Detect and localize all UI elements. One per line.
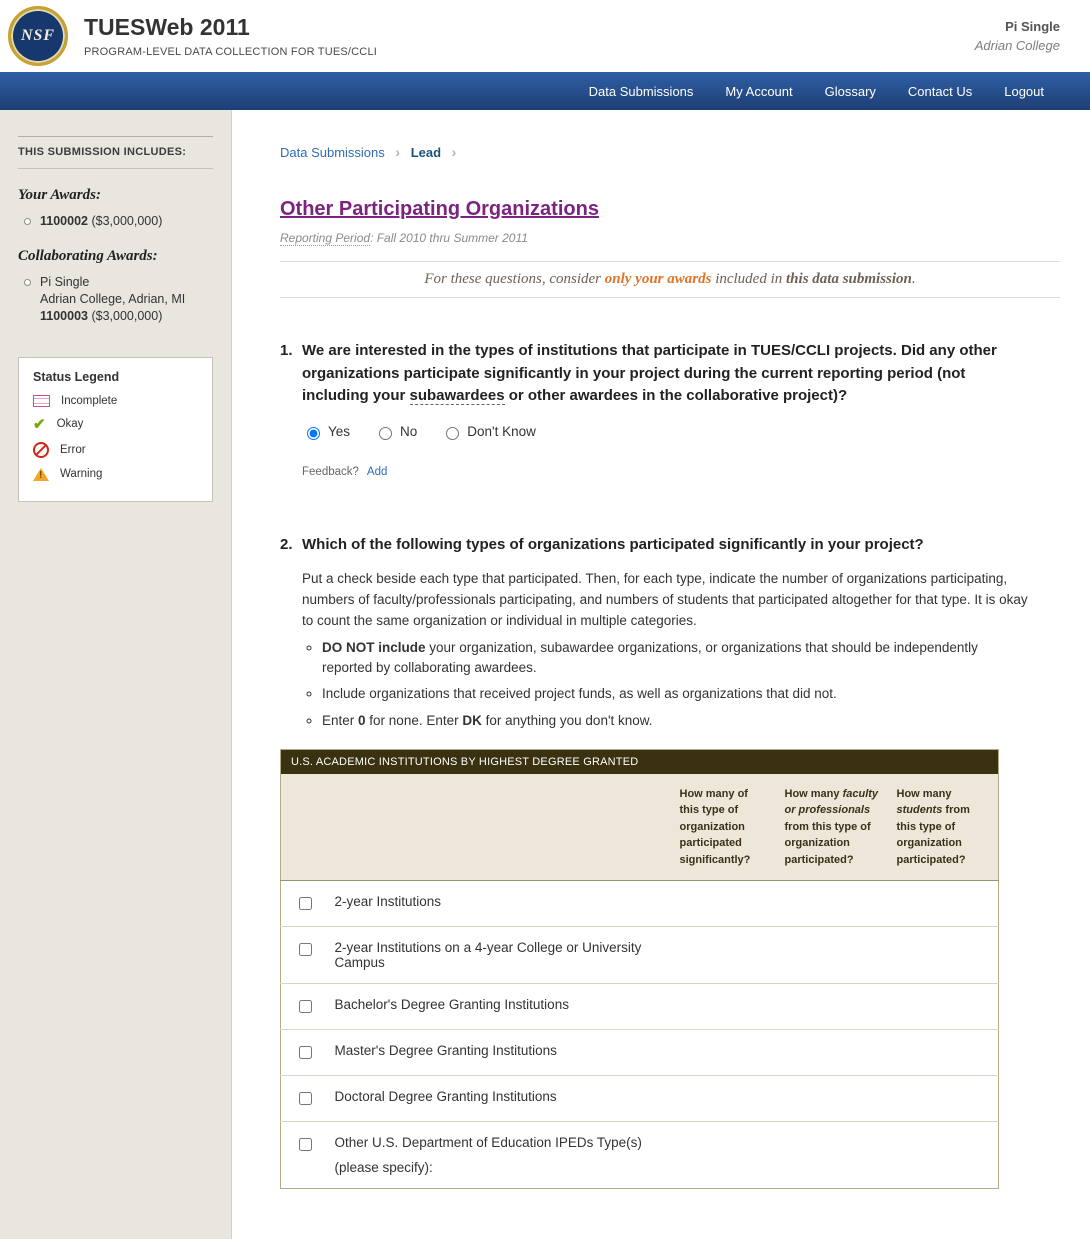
- row-faculty-count-cell: [777, 1030, 889, 1076]
- col-header-text: How many: [784, 787, 843, 800]
- legend-item-warning: [33, 468, 198, 481]
- breadcrumb-lead[interactable]: Lead: [410, 145, 442, 160]
- row-student-count-cell: [889, 1076, 999, 1122]
- legend-label: Incomplete: [61, 394, 118, 407]
- col-header-text: from this type of organization participated?: [896, 804, 970, 866]
- nav-item-contact-us[interactable]: Contact Us: [907, 83, 973, 99]
- legend-item-error: [33, 442, 198, 458]
- breadcrumb-data-submissions[interactable]: Data Submissions: [280, 145, 385, 160]
- radio-dont-know-label[interactable]: Don't Know: [467, 424, 536, 439]
- row-org-count-cell: [672, 927, 777, 984]
- status-legend-title: Status Legend: [33, 369, 120, 384]
- bullet-icon: [24, 218, 31, 225]
- radio-yes-label[interactable]: Yes: [328, 424, 351, 439]
- col-header-italic: faculty or professionals: [784, 787, 879, 817]
- checkbox-doctoral[interactable]: [299, 1092, 312, 1105]
- app-header: [0, 0, 1090, 72]
- legend-item-okay: [33, 417, 198, 432]
- row-label-sub: (please specify):: [334, 1160, 433, 1176]
- radio-yes[interactable]: [307, 427, 320, 440]
- question-2-number: 2.: [280, 535, 293, 553]
- sidebar: [0, 110, 232, 1239]
- warning-icon: [33, 468, 49, 481]
- legend-label: Okay: [56, 418, 84, 430]
- collaborating-awards-heading: Collaborating Awards:: [18, 247, 158, 264]
- user-name: Pi Single: [1005, 19, 1060, 34]
- row-label: [327, 1122, 672, 1189]
- subawardees-glossary-link[interactable]: subawardees: [409, 387, 505, 404]
- collab-institution: Adrian College, Adrian, MI: [40, 291, 186, 306]
- checkbox-2-year[interactable]: [299, 897, 312, 910]
- nav-item-logout[interactable]: Logout: [1004, 83, 1044, 99]
- radio-no[interactable]: [379, 427, 392, 440]
- collaborating-awards-list: [18, 274, 213, 325]
- reporting-period-value: : Fall 2010 thru Summer 2011: [370, 231, 528, 245]
- award-text: [40, 213, 162, 230]
- row-label: 2-year Institutions on a 4-year College or University Campus: [327, 927, 672, 984]
- reporting-period: [280, 231, 1060, 245]
- row-faculty-count-cell: [777, 984, 889, 1030]
- your-awards-heading: Your Awards:: [18, 187, 101, 203]
- legend-label: Warning: [60, 468, 103, 480]
- nsf-logo-icon: NSF: [8, 6, 68, 66]
- collab-award-number: 1100003: [40, 308, 88, 323]
- row-label: Master's Degree Granting Institutions: [327, 1030, 672, 1076]
- row-checkbox-cell: [281, 1122, 327, 1189]
- feedback-row: [302, 466, 1060, 478]
- reporting-period-glossary-term[interactable]: Reporting Period: [280, 231, 371, 245]
- banner-text: For these questions, consider: [424, 271, 605, 287]
- submission-includes-heading: THIS SUBMISSION INCLUDES:: [18, 136, 213, 169]
- bullet-icon: [24, 279, 31, 286]
- award-number: 1100002: [40, 214, 88, 228]
- checkbox-masters[interactable]: [299, 1046, 312, 1059]
- nav-item-glossary[interactable]: Glossary: [824, 83, 876, 99]
- bullet-include-orgs: ◦ Include organizations that received project funds, as well as organizations that did not.: [322, 684, 992, 704]
- user-info: [975, 19, 1060, 53]
- row-faculty-count-cell: [777, 1122, 889, 1189]
- question-1-text: [302, 340, 1018, 408]
- bullet-strong: DK: [462, 712, 482, 728]
- award-item: [24, 213, 213, 230]
- row-checkbox-cell: [281, 1076, 327, 1122]
- question-2-instructions: Put a check beside each type that participated. Then, for each type, indicate the number of organizations participating, numbers of faculty/professionals participating, and numbers of students that participated altogether for that type. It is okay to count the same organization or individual in multiple categories.: [302, 571, 1028, 628]
- bullet-enter-values: [322, 711, 992, 731]
- instruction-banner: [280, 261, 1060, 298]
- question-2-text: Which of the following types of organizations participated significantly in your project?: [302, 535, 924, 553]
- radio-no-label[interactable]: No: [400, 424, 418, 439]
- question-1-part2: or other awardees in the collaborative project)?: [504, 387, 848, 404]
- row-faculty-count-cell: [777, 1076, 889, 1122]
- banner-emphasis: only your awards: [604, 271, 712, 287]
- table-row: [281, 984, 999, 1030]
- collab-award-amount: ($3,000,000): [91, 308, 163, 323]
- col-header-organizations: How many of this type of organization participated significantly?: [672, 774, 777, 881]
- bullet-text: for anything you don't know.: [481, 712, 653, 728]
- table-row: [281, 1122, 999, 1189]
- bullet-text: for none. Enter: [365, 712, 463, 728]
- col-header-text: from this type of organization participated?: [784, 820, 871, 866]
- bullet-text: Enter: [322, 712, 359, 728]
- table-row: [281, 1030, 999, 1076]
- label-column-header: [327, 774, 672, 881]
- row-faculty-count-cell: [777, 927, 889, 984]
- row-student-count-cell: [889, 1122, 999, 1189]
- question-2-bullet-list: [302, 638, 992, 731]
- legend-item-incomplete: [33, 395, 198, 407]
- table-column-headers: [281, 774, 999, 881]
- status-legend: [18, 357, 213, 502]
- user-organization: Adrian College: [974, 38, 1060, 53]
- row-checkbox-cell: [281, 984, 327, 1030]
- question-1-number: 1.: [280, 342, 293, 359]
- breadcrumb-separator-icon: ›: [395, 144, 401, 160]
- app-titles: [84, 14, 377, 58]
- checkbox-other-ipeds[interactable]: [299, 1138, 312, 1151]
- row-faculty-count-cell: [777, 881, 889, 927]
- checkbox-2-year-on-4-year[interactable]: [299, 943, 312, 956]
- row-org-count-cell: [672, 1122, 777, 1189]
- checkbox-column-header: [281, 774, 327, 881]
- bullet-strong: 0: [358, 712, 366, 728]
- nav-item-data-submissions[interactable]: Data Submissions: [588, 83, 694, 99]
- col-header-faculty: [777, 774, 889, 881]
- row-org-count-cell: [672, 1076, 777, 1122]
- app-subtitle: PROGRAM-LEVEL DATA COLLECTION FOR TUES/CCLI: [84, 46, 378, 58]
- row-checkbox-cell: [281, 927, 327, 984]
- legend-label: Error: [60, 443, 86, 456]
- collab-award-text: [40, 274, 185, 325]
- table-title: U.S. ACADEMIC INSTITUTIONS BY HIGHEST DEGREE GRANTED: [281, 749, 999, 774]
- row-label-text: Other U.S. Department of Education IPEDs Type(s): [334, 1135, 642, 1151]
- collab-award-line: [40, 308, 185, 325]
- question-1-part1: We are interested in the types of institutions that participate in TUES/CCLI projects. Did any other organizations participate significantly in your project during the current reporting period (not including your: [302, 342, 997, 404]
- row-org-count-cell: [672, 984, 777, 1030]
- row-label: Doctoral Degree Granting Institutions: [327, 1076, 672, 1122]
- banner-text: included in: [711, 271, 787, 287]
- collab-pi-name: Pi Single: [40, 274, 90, 289]
- radio-dont-know[interactable]: [446, 427, 459, 440]
- table-row: [281, 1076, 999, 1122]
- your-awards-list: [18, 213, 213, 230]
- page-title: Other Participating Organizations: [280, 198, 599, 220]
- nav-item-my-account[interactable]: My Account: [725, 83, 793, 99]
- table-row: [281, 881, 999, 927]
- academic-institutions-table: [280, 749, 999, 1190]
- row-student-count-cell: [889, 1030, 999, 1076]
- row-student-count-cell: [889, 927, 999, 984]
- col-header-students: [889, 774, 999, 881]
- question-1: [280, 340, 1060, 408]
- radio-option-no[interactable]: [374, 424, 417, 440]
- breadcrumb: [280, 144, 1060, 160]
- row-org-count-cell: [672, 881, 777, 927]
- col-header-italic: students: [896, 804, 943, 817]
- breadcrumb-separator-icon: ›: [451, 144, 457, 160]
- main-nav: [0, 72, 1090, 110]
- bullet-text: your organization, subawardee organizations, or organizations that should be independently reported by collaborating awardees.: [322, 639, 978, 676]
- radio-option-dont-know[interactable]: [441, 424, 536, 440]
- main-content: [232, 110, 1090, 1239]
- app-title: TUESWeb 2011: [84, 14, 250, 40]
- bullet-do-not-include: [322, 638, 992, 679]
- incomplete-icon: [33, 395, 50, 407]
- row-student-count-cell: [889, 984, 999, 1030]
- banner-text: .: [911, 271, 916, 287]
- award-amount: ($3,000,000): [91, 214, 163, 228]
- radio-option-yes[interactable]: [302, 424, 350, 440]
- row-checkbox-cell: [281, 881, 327, 927]
- okay-check-icon: ✔: [33, 415, 46, 433]
- error-icon: [33, 442, 49, 458]
- row-checkbox-cell: [281, 1030, 327, 1076]
- table-title-bar: [281, 749, 999, 774]
- row-student-count-cell: [889, 881, 999, 927]
- col-header-text: How many: [896, 787, 952, 800]
- question-1-options: [302, 424, 1060, 440]
- collab-award-item: [24, 274, 213, 325]
- banner-strong: this data submission: [786, 271, 912, 287]
- table-row: [281, 927, 999, 984]
- bullet-strong: DO NOT include: [322, 639, 426, 655]
- question-2: [280, 534, 1060, 557]
- feedback-label: Feedback?: [302, 465, 359, 478]
- feedback-add-link[interactable]: Add: [366, 465, 388, 478]
- row-label: 2-year Institutions: [327, 881, 672, 927]
- row-label: Bachelor's Degree Granting Institutions: [327, 984, 672, 1030]
- row-org-count-cell: [672, 1030, 777, 1076]
- checkbox-bachelors[interactable]: [299, 1000, 312, 1013]
